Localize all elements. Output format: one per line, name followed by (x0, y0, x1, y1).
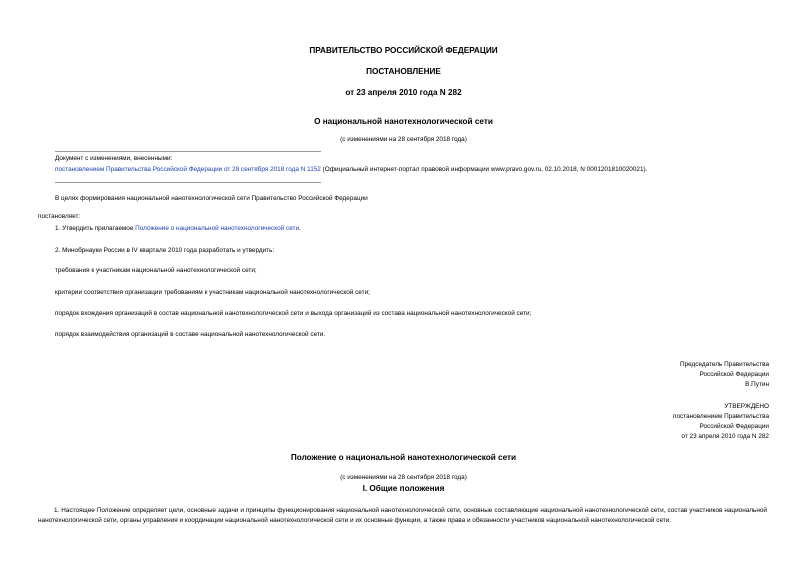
requirement-1: требования к участникам национальной нанотехнологической сети; (55, 267, 257, 274)
requirement-4: порядок взаимодействия организаций в составе национальной нанотехнологической сети. (55, 331, 326, 338)
approval-heading: УТВЕРЖДЕНО (724, 403, 769, 410)
info-top-divider (55, 151, 321, 152)
approval-block (673, 402, 769, 442)
info-bottom-divider (55, 182, 321, 183)
item-1-prefix: 1. Утвердить прилагаемое (55, 225, 136, 232)
preamble: В целях формирования национальной нанотехнологической сети Правительство Российской Федерации (55, 195, 368, 202)
regulation-amendment-note: (с изменениями на 28 сентября 2018 года) (340, 474, 467, 481)
signature-block (680, 360, 769, 390)
signature-name: В.Путин (745, 381, 769, 388)
info-amendment-line (55, 166, 647, 173)
regulation-paragraph-1: 1. Настоящее Положение определяет цели, основные задачи и принципы функционирования национальной нанотехнологической сети, основные составляющие национальной нанотехнологической сети, состав участников национальной нанотехнологической сети, органы управления и координации национальной нанотехнологической сети и их основные функции, а также права и обязанности участников национальной нанотехнологической сети. (38, 507, 767, 524)
document-date: от 23 апреля 2010 года N 282 (345, 88, 462, 97)
requirement-3: порядок вхождения организаций в состав национальной нанотехнологической сети и выхода организаций из состава национальной нанотехнологической сети; (55, 310, 532, 317)
document-type: ПОСТАНОВЛЕНИЕ (366, 67, 441, 76)
regulation-link[interactable]: Положение о национальной нанотехнологической сети (135, 225, 300, 232)
document-title: О национальной нанотехнологической сети (314, 117, 493, 126)
section-heading: I. Общие положения (362, 484, 445, 493)
requirement-2: критерии соответствия организации требованиям к участникам национальной нанотехнологической сети; (55, 289, 370, 296)
amendment-link[interactable]: постановлением Правительства Российской Федерации от 28 сентября 2018 года N 1152 (55, 166, 321, 173)
item-1-suffix: . (299, 225, 301, 232)
regulation-title: Положение о национальной нанотехнологической сети (290, 453, 517, 462)
government-heading: ПРАВИТЕЛЬСТВО РОССИЙСКОЙ ФЕДЕРАЦИИ (309, 46, 498, 55)
approval-line-2: постановлением Правительства (673, 413, 769, 420)
info-intro: Документ с изменениями, внесенными: (55, 155, 173, 162)
signature-position: Председатель Правительства (680, 361, 769, 368)
item-1 (55, 225, 301, 232)
approval-line-3: Российской Федерации (699, 423, 769, 430)
decrees-word: постановляет: (38, 213, 81, 220)
item-2: 2. Минобрнауки России в IV квартале 2010 года разработать и утвердить: (55, 247, 275, 254)
approval-line-4: от 23 апреля 2010 года N 282 (681, 433, 769, 440)
amendment-note: (с изменениями на 28 сентября 2018 года) (340, 136, 467, 143)
amendment-source: (Официальный интернет-портал правовой информации www.pravo.gov.ru, 02.10.2018, N 0001201810020021). (320, 166, 648, 173)
signature-country: Российской Федерации (699, 371, 769, 378)
